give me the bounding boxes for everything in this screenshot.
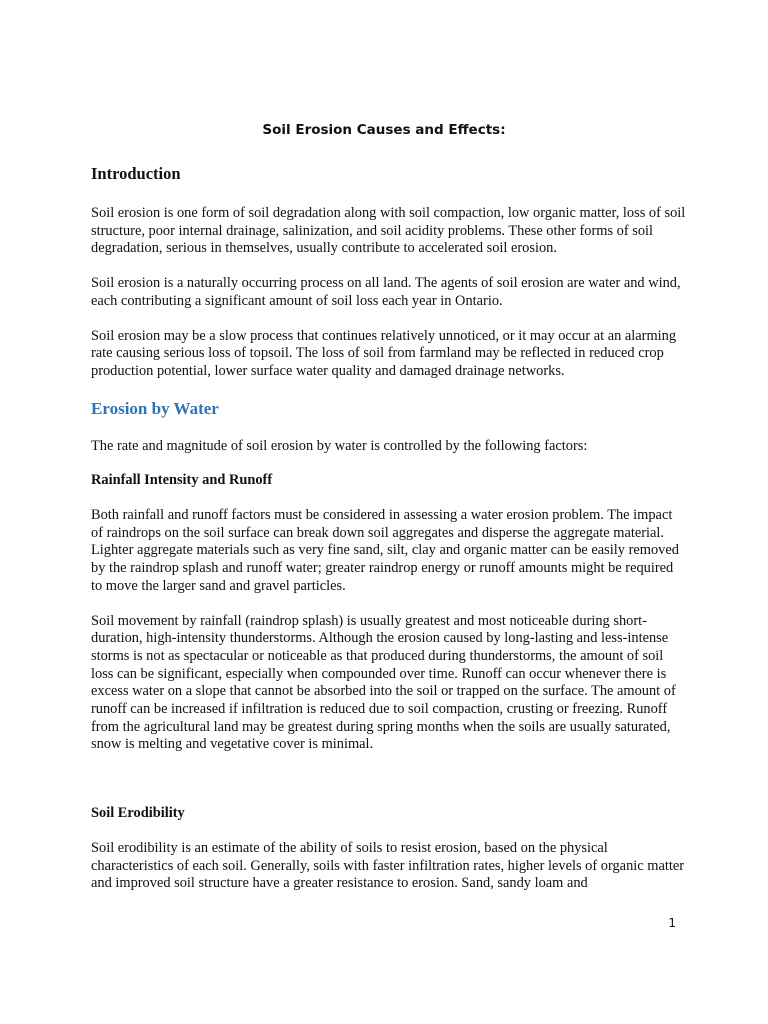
document-title: Soil Erosion Causes and Effects: xyxy=(262,122,506,138)
document-body xyxy=(91,163,686,910)
introduction-paragraph: Soil erosion is a naturally occurring process on all land. The agents of soil erosion are water and wind, each contributing a significant amount of soil loss each year in Ontario. xyxy=(91,275,681,309)
erodibility-paragraph: Soil erodibility is an estimate of the ability of soils to resist erosion, based on the physical characteristics of each soil. Generally, soils with faster infiltration rates, higher levels of organic matter and improved soil structure have a greater resistance to erosion. Sand, sandy loam and xyxy=(91,839,685,892)
introduction-heading: Introduction xyxy=(91,164,181,183)
erodibility-heading: Soil Erodibility xyxy=(91,805,185,822)
introduction-paragraph: Soil erosion is one form of soil degradation along with soil compaction, low organic matter, loss of soil structure, poor internal drainage, salinization, and soil acidity problems. These other forms of soil degradation, serious in themselves, usually contribute to accelerated soil erosion. xyxy=(91,205,686,257)
introduction-paragraph: Soil erosion may be a slow process that continues relatively unnoticed, or it may occur at an alarming rate causing serious loss of topsoil. The loss of soil from farmland may be reflected in reduced crop production potential, lower surface water quality and damaged drainage networks. xyxy=(91,327,677,379)
rainfall-heading: Rainfall Intensity and Runoff xyxy=(91,472,273,489)
erosion-by-water-intro: The rate and magnitude of soil erosion by water is controlled by the following factors: xyxy=(91,437,588,454)
rainfall-paragraph: Both rainfall and runoff factors must be considered in assessing a water erosion problem. The impact of raindrops on the soil surface can break down soil aggregates and disperse the aggregate material. Lighter aggregate materials such as very fine sand, silt, clay and organic matter can be easily removed by the raindrop splash and runoff water; greater raindrop energy or runoff amounts might be required to move the larger sand and gravel particles. xyxy=(91,507,679,594)
rainfall-paragraph: Soil movement by rainfall (raindrop splash) is usually greatest and most noticeable during short-duration, high-intensity thunderstorms. Although the erosion caused by long-lasting and less-intense storms is not as spectacular or noticeable as that produced during thunderstorms, the amount of soil loss can be significant, especially when compounded over time. Runoff can occur whenever there is excess water on a slope that cannot be absorbed into the soil or trapped on the surface. The amount of runoff can be increased if infiltration is reduced due to soil compaction, crusting or freezing. Runoff from the agricultural land may be greatest during spring months when the soils are usually saturated, snow is melting and vegetative cover is minimal. xyxy=(91,612,676,753)
spacer xyxy=(91,771,686,805)
page-number: 1 xyxy=(668,916,676,930)
erosion-by-water-heading: Erosion by Water xyxy=(91,398,219,418)
